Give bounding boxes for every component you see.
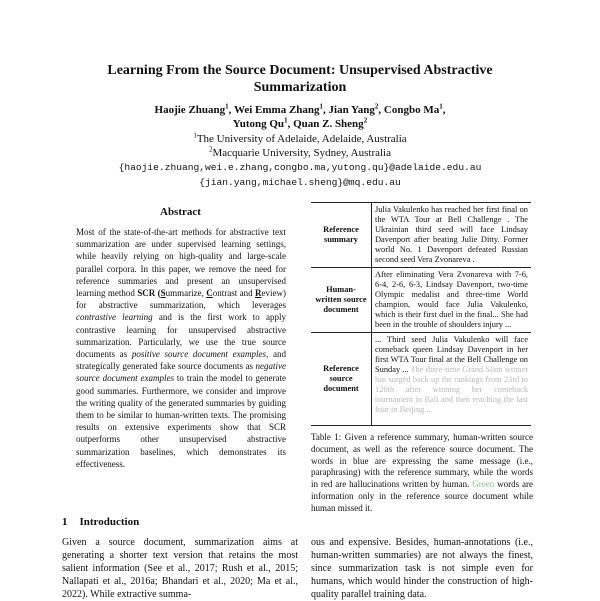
table-row — [311, 203, 531, 268]
author-line-1 — [0, 103, 600, 117]
row-text-faded: The three-time Grand Slam winner has surged back up the rankings from 23rd to 126th after winning her comeback tournament in Bali and then reaching the last four in Beijing ... — [375, 365, 528, 414]
author-line-2 — [0, 117, 600, 131]
affiliation-number: 1 — [193, 131, 197, 140]
affiliation-1 — [0, 132, 600, 146]
author-list — [0, 103, 600, 131]
affiliation-text: The University of Adelaide, Adelaide, Australia — [196, 133, 407, 145]
author-affiliation-mark: 1 — [439, 102, 443, 111]
section-heading-introduction — [62, 516, 151, 528]
section-title: Introduction — [79, 516, 140, 528]
emphasis-text: contrastive learning — [76, 312, 153, 323]
author-separator: , — [228, 104, 234, 116]
abstract-text: to train the model to generate good summaries. Furthermore, we consider and improve the writing quality of the generated summaries by guiding them to be similar to human-written texts. The promising results on extensive experiments show that SCR outperforms other unsupervised abstractive summarization baselines, which demonstrates its effectiveness. — [76, 373, 286, 469]
emphasis-text: positive source document examples — [131, 349, 267, 360]
abstract-text: and is the first work to apply contrastive learning for unsupervised abstractive summarization. Particularly, we use the true source documents as — [76, 312, 286, 360]
caption-green-word: Green — [472, 479, 495, 490]
author-name: Quan Z. Sheng — [293, 118, 364, 130]
abstract-body — [76, 226, 286, 470]
author-name: Congbo Ma — [383, 104, 440, 116]
caption-text: Table 1: Given a reference summary, human-written source document, as well as the reference source document. The words in blue are expressing the same message (i.e., paraphrasing) with the reference summary, while the words in red are hallucinations written by human. — [311, 432, 533, 490]
acronym-letter: S — [160, 288, 166, 299]
abstract-text: ummarize, — [165, 288, 207, 299]
author-name: Haojie Zhuang — [154, 104, 226, 116]
row-text-main: ... Third seed Julia Vakulenko will face comeback queen Lindsay Davenport in her first WTA Tour final at the Bell Challenge on Sunday ... — [375, 335, 528, 374]
author-separator: , — [323, 104, 329, 116]
table-caption — [311, 432, 533, 515]
author-name: Jian Yang — [328, 104, 375, 116]
abstract-text: ( — [155, 288, 161, 299]
author-separator: , — [442, 104, 446, 116]
row-text: After eliminating Vera Zvonareva with 7-6, 6-4, 2-6, 6-3, Lindsay Davenport, two-time Olympic medalist and three-time World champion, would face Julia Vakulenko, which is their first duel in the final... She had been in the trouble of shoulders injury ... — [372, 268, 532, 333]
affiliations — [0, 132, 600, 190]
author-affiliation-mark: 1 — [284, 116, 288, 125]
email-line-1: {haojie.zhuang,wei.e.zhang,congbo.ma,yutong.qu}@adelaide.edu.au — [118, 162, 482, 173]
example-table — [311, 202, 531, 426]
author-affiliation-mark: 1 — [225, 102, 229, 111]
method-name: SCR — [137, 288, 156, 299]
title-line-1: Learning From the Source Document: Unsupervised Abstractive — [107, 63, 493, 78]
author-affiliation-mark: 1 — [319, 102, 324, 111]
abstract-text: Most of the state-of-the-art methods for abstractive text summarization are under supervised learning settings, while heavily relying on high-quality and large-scale parallel corpora. In this paper, we remove the need for reference summaries and present an unsupervised learning method — [76, 227, 286, 299]
paper-title — [0, 62, 600, 96]
caption-text: words are information only in the reference source document while human missed it. — [311, 479, 533, 513]
introduction-left-column: Given a source document, summarization aims at generating a shorter text version that retains the most salient information (See et al., 2017; Rush et al., 2015; Nallapati et al., 2016a; Bhandari et al., 2020; Ma et al., 2022). While extractive summa- — [62, 537, 298, 600]
row-label: Reference summary — [311, 203, 372, 268]
affiliation-text: Macquarie University, Sydney, Australia — [212, 147, 391, 159]
row-label: Human-written source document — [311, 268, 372, 333]
introduction-right-column: ous and expensive. Besides, human-annotations (i.e., human-written summaries) are not always the finest, since summarization task is not simple even for humans, which would hinder the construction of high-quality parallel training data. — [311, 537, 533, 600]
author-separator: , — [378, 104, 384, 116]
title-line-2: Summarization — [253, 80, 347, 95]
abstract-text: ontrast and — [212, 288, 255, 299]
table-row — [311, 333, 531, 426]
row-label: Reference source document — [311, 333, 372, 426]
author-affiliation-mark: 2 — [374, 102, 379, 111]
acronym-letter: C — [206, 288, 213, 299]
row-text — [372, 333, 532, 426]
affiliation-number: 2 — [208, 145, 213, 154]
section-number: 1 — [62, 516, 68, 528]
author-name: Wei Emma Zhang — [233, 104, 320, 116]
author-affiliation-mark: 2 — [363, 116, 368, 125]
table-row — [311, 268, 531, 333]
author-name: Yutong Qu — [232, 118, 285, 130]
email-line-2: {jian.yang,michael.sheng}@mq.edu.au — [199, 177, 401, 188]
emphasis-text: negative source document examples — [76, 361, 286, 384]
abstract-text: eview) for abstractive summarization, which leverages — [76, 288, 286, 311]
affiliation-2 — [0, 146, 600, 160]
abstract-heading: Abstract — [160, 206, 201, 218]
abstract-text: , and strategically generated fake source documents as — [76, 349, 286, 372]
acronym-letter: R — [255, 288, 262, 299]
author-separator: , — [287, 118, 294, 130]
row-text: Julia Vakulenko has reached her first final on the WTA Tour at Bell Challenge . The Ukrainian third seed will face Lindsay Davenport after beating Julie Ditty. Former world No. 1 Davenport defeated Russian second seed Vera Zvonareva . — [372, 203, 532, 268]
